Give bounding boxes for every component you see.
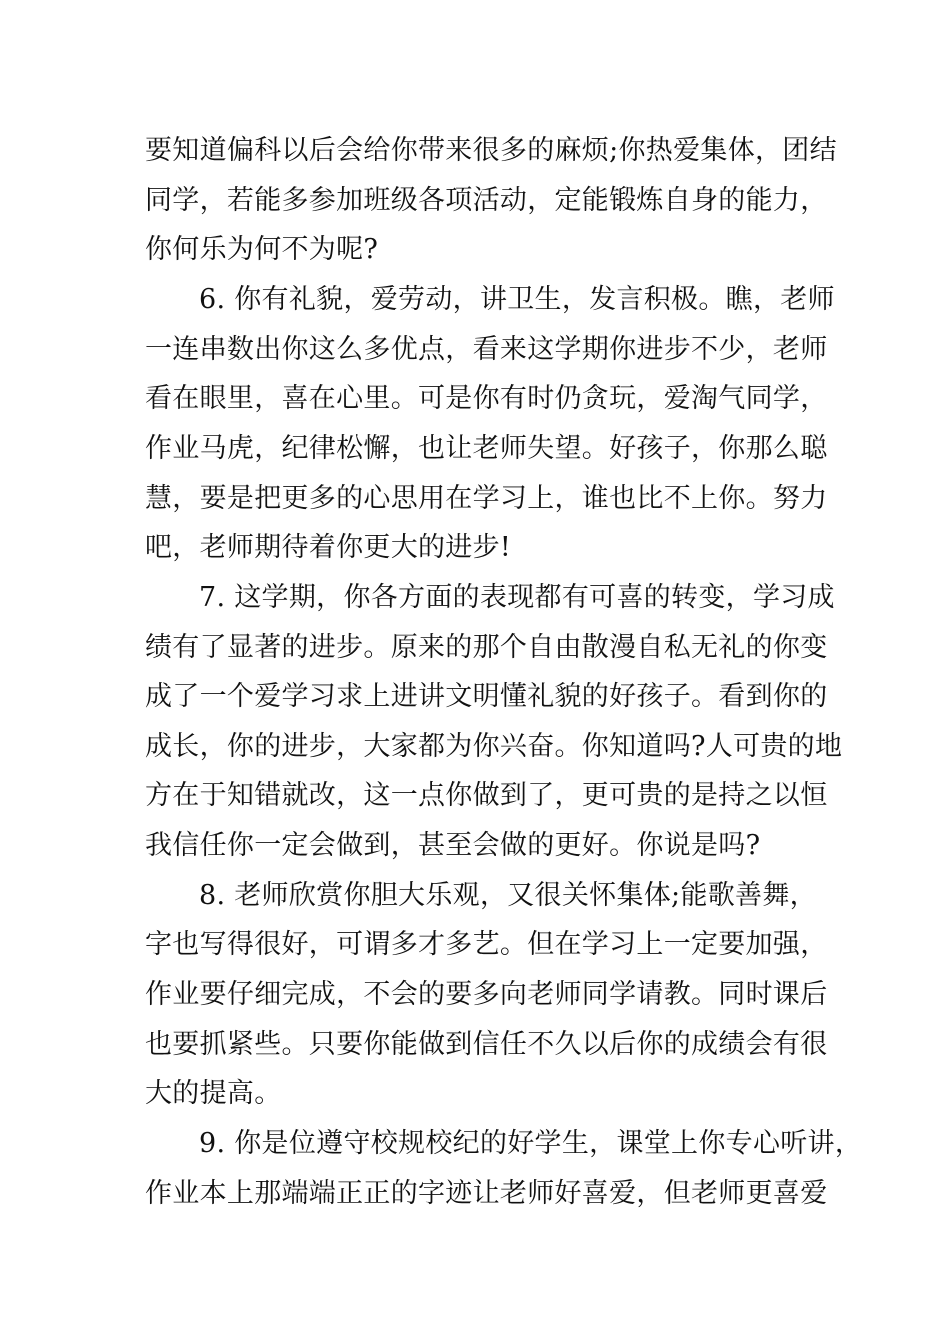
- text-line: 看在眼里，喜在心里。可是你有时仍贪玩，爱淘气同学，: [145, 383, 828, 414]
- text-line: 绩有了显著的进步。原来的那个自由散漫自私无礼的你变: [145, 632, 828, 663]
- text-line: 作业马虎，纪律松懈，也让老师失望。好孩子，你那么聪: [145, 433, 828, 464]
- text-line: 作业本上那端端正正的字迹让老师好喜爱，但老师更喜爱: [145, 1178, 828, 1209]
- text-line: 也要抓紧些。只要你能做到信任不久以后你的成绩会有很: [145, 1029, 828, 1060]
- text-line: 你何乐为何不为呢?: [145, 234, 379, 265]
- text-line: 吧，老师期待着你更大的进步!: [145, 532, 512, 563]
- text-line: 大的提高。: [145, 1078, 282, 1109]
- text-line: 一连串数出你这么多优点，看来这学期你进步不少，老师: [145, 334, 828, 365]
- paragraph-8-start: 8. 老师欣赏你胆大乐观，又很关怀集体;能歌善舞，: [199, 880, 817, 911]
- text-line: 方在于知错就改，这一点你做到了，更可贵的是持之以恒: [145, 780, 828, 811]
- paragraph-7-start: 7. 这学期，你各方面的表现都有可喜的转变，学习成: [199, 582, 835, 613]
- text-line: 我信任你一定会做到，甚至会做的更好。你说是吗?: [145, 830, 761, 861]
- text-line: 成了一个爱学习求上进讲文明懂礼貌的好孩子。看到你的: [145, 681, 828, 712]
- paragraph-6-start: 6. 你有礼貌，爱劳动，讲卫生，发言积极。瞧，老师: [199, 284, 835, 315]
- paragraph-9-start: 9. 你是位遵守校规校纪的好学生，课堂上你专心听讲，: [199, 1128, 863, 1159]
- text-line: 同学，若能多参加班级各项活动，定能锻炼自身的能力，: [145, 185, 828, 216]
- text-line: 慧，要是把更多的心思用在学习上，谁也比不上你。努力: [145, 483, 828, 514]
- text-line: 成长，你的进步，大家都为你兴奋。你知道吗?人可贵的地: [145, 731, 843, 762]
- text-line: 字也写得很好，可谓多才多艺。但在学习上一定要加强，: [145, 929, 828, 960]
- text-line: 作业要仔细完成，不会的要多向老师同学请教。同时课后: [145, 979, 828, 1010]
- text-line: 要知道偏科以后会给你带来很多的麻烦;你热爱集体，团结: [145, 135, 837, 166]
